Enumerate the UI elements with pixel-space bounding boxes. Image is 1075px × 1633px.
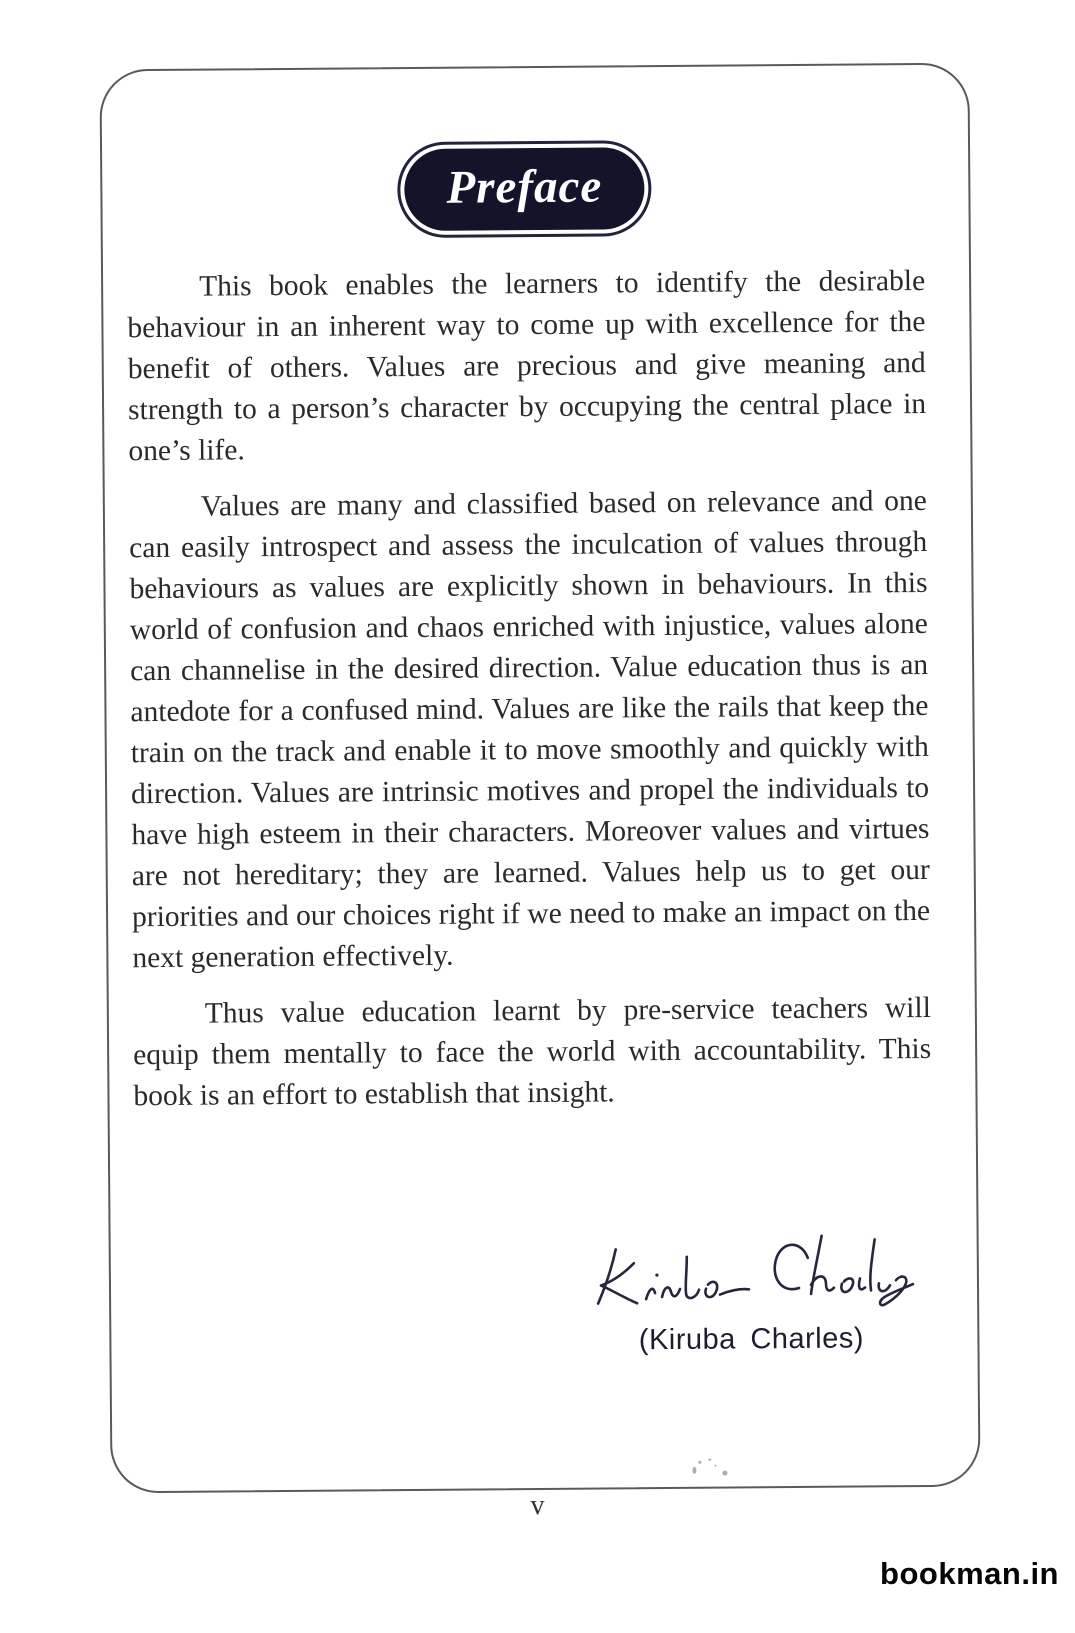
page-number: v (530, 1490, 545, 1521)
signature-block (571, 1225, 932, 1358)
preface-body (127, 261, 932, 1132)
paragraph-3: Thus value education learnt by pre-service teachers will equip them mentally to face the world with accountability. This book is an effort to establish that insight. (133, 991, 932, 1113)
preface-title-badge (400, 143, 649, 235)
ink-smudge (684, 1459, 730, 1479)
paragraph-1: This book enables the learners to identify the desirable behaviour in an inherent way to come up with excellence for the benefit of others. Values are precious and give meaning and strength to a person’s character by occupying the central place in one’s life. (127, 264, 927, 468)
paragraph-2: Values are many and classified based on relevance and one can easily introspect and assess the inculcation of values through behaviours as values are explicitly shown in behaviours. In this world of confusion and chaos enriched with injustice, values alone can channelise in the desired direction. Value education thus is an antedote for a confused mind. Values are like the rails that keep the train on the track and enable it to move smoothly and quickly with direction. Values are intrinsic motives and propel the individuals to have high esteem in their characters. Moreover values and virtues are not hereditary; they are learned. Values help us to get our priorities and our choices right if we need to make an impact on the next generation effectively. (129, 484, 931, 975)
author-printed-name: (Kiruba Charles) (638, 1322, 865, 1357)
page-border (99, 63, 980, 1494)
signature-handwriting (586, 1225, 917, 1323)
page-title: Preface (446, 160, 603, 214)
watermark-bookman: bookman.in (880, 1556, 1059, 1591)
